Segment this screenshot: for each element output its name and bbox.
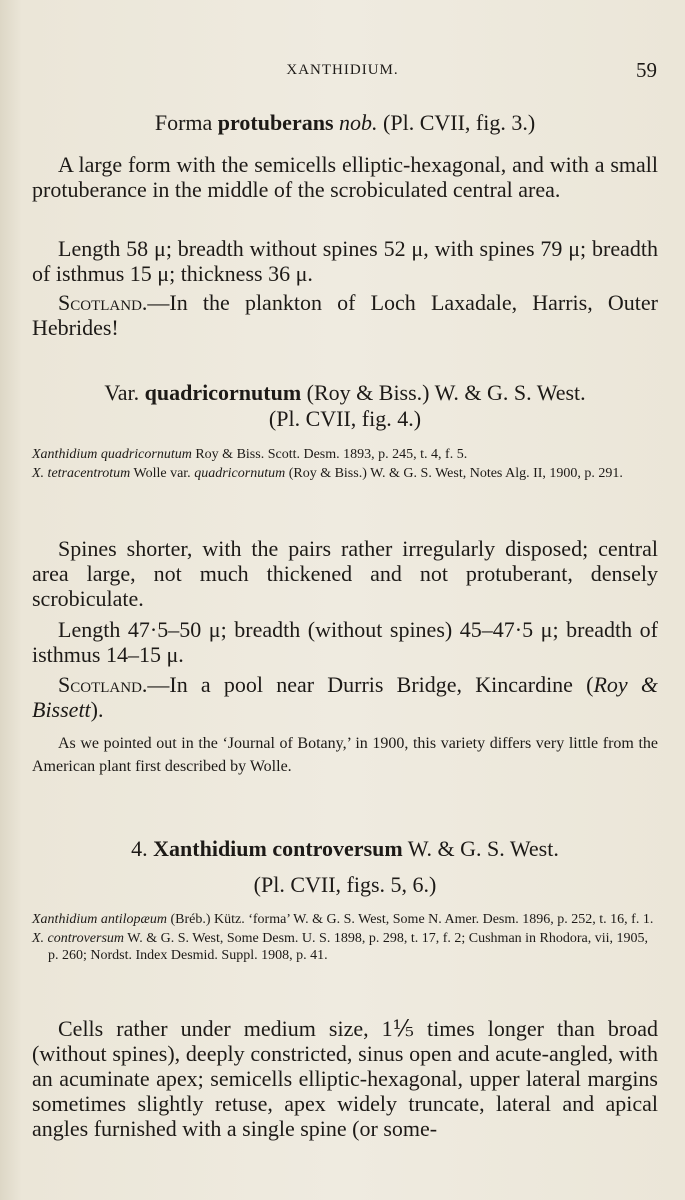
variety-measurements: Length 47·5–50 μ; breadth (without spines) 45–47·5 μ; breadth of isthmus 14–15 μ. [32, 617, 658, 667]
species-plate-ref: (Pl. CVII, figs. 5, 6.) [253, 872, 437, 897]
species-synonymy [32, 911, 658, 966]
forma-name: protuberans [217, 110, 334, 135]
variety-description: Spines shorter, with the pairs rather irregularly disposed; central area large, not much thickened and not protuberant, densely scrobiculate. [32, 536, 658, 611]
variety-locality: Scotland.—In a pool near Durris Bridge, Kincardine (Roy & Bissett). [32, 672, 658, 722]
synonym-entry: Xanthidium antilopæum (Bréb.) Kütz. ‘forma’ W. & G. S. West, Some N. Amer. Desm. 1896, p. 252, t. 16, f. 1. [32, 912, 654, 927]
species-name: Xanthidium controversum [153, 836, 403, 861]
forma-measurements: Length 58 μ; breadth without spines 52 μ, with spines 79 μ; breadth of isthmus 15 μ; thickness 36 μ. [32, 236, 658, 286]
variety-synonymy [32, 446, 658, 484]
synonym-entry: X. controversum W. & G. S. West, Some Desm. U. S. 1898, p. 298, t. 17, f. 2; Cushman in Rhodora, vii, 1905, p. 260; Nordst. Index Desmid. Suppl. 1908, p. 41. [32, 931, 649, 963]
variety-heading: Var. quadricornutum (Roy & Biss.) W. & G. S. West. [104, 380, 586, 405]
forma-heading: Forma protuberans nob. (Pl. CVII, fig. 3.) [154, 110, 536, 135]
variety-note: As we pointed out in the ‘Journal of Botany,’ in 1900, this variety differs very little from the American plant first described by Wolle. [32, 735, 658, 775]
synonym-entry: Xanthidium quadricornutum Roy & Biss. Scott. Desm. 1893, p. 245, t. 4, f. 5. [32, 447, 468, 462]
running-title: XANTHIDIUM. [286, 62, 399, 78]
variety-name: quadricornutum [144, 380, 302, 405]
species-description: Cells rather under medium size, 1⅕ times longer than broad (without spines), deeply constricted, sinus open and acute-angled, with an acuminate apex; semicells elliptic-hexagonal, upper lateral margins sometimes slightly retuse, apex widely truncate, lateral and apical angles furnished with a single spine (or some- [32, 1016, 658, 1141]
variety-plate-ref: (Pl. CVII, fig. 4.) [268, 406, 422, 431]
forma-locality: Scotland.—In the plankton of Loch Laxadale, Harris, Outer Hebrides! [32, 290, 658, 340]
synonym-entry: X. tetracentrotum Wolle var. quadricornutum (Roy & Biss.) W. & G. S. West, Notes Alg. II, 1900, p. 291. [32, 466, 623, 481]
page-number: 59 [636, 58, 657, 82]
forma-description: A large form with the semicells elliptic-hexagonal, and with a small protuberance in the middle of the scrobiculated central area. [32, 152, 658, 202]
species-heading: 4. Xanthidium controversum W. & G. S. West. [131, 836, 559, 861]
